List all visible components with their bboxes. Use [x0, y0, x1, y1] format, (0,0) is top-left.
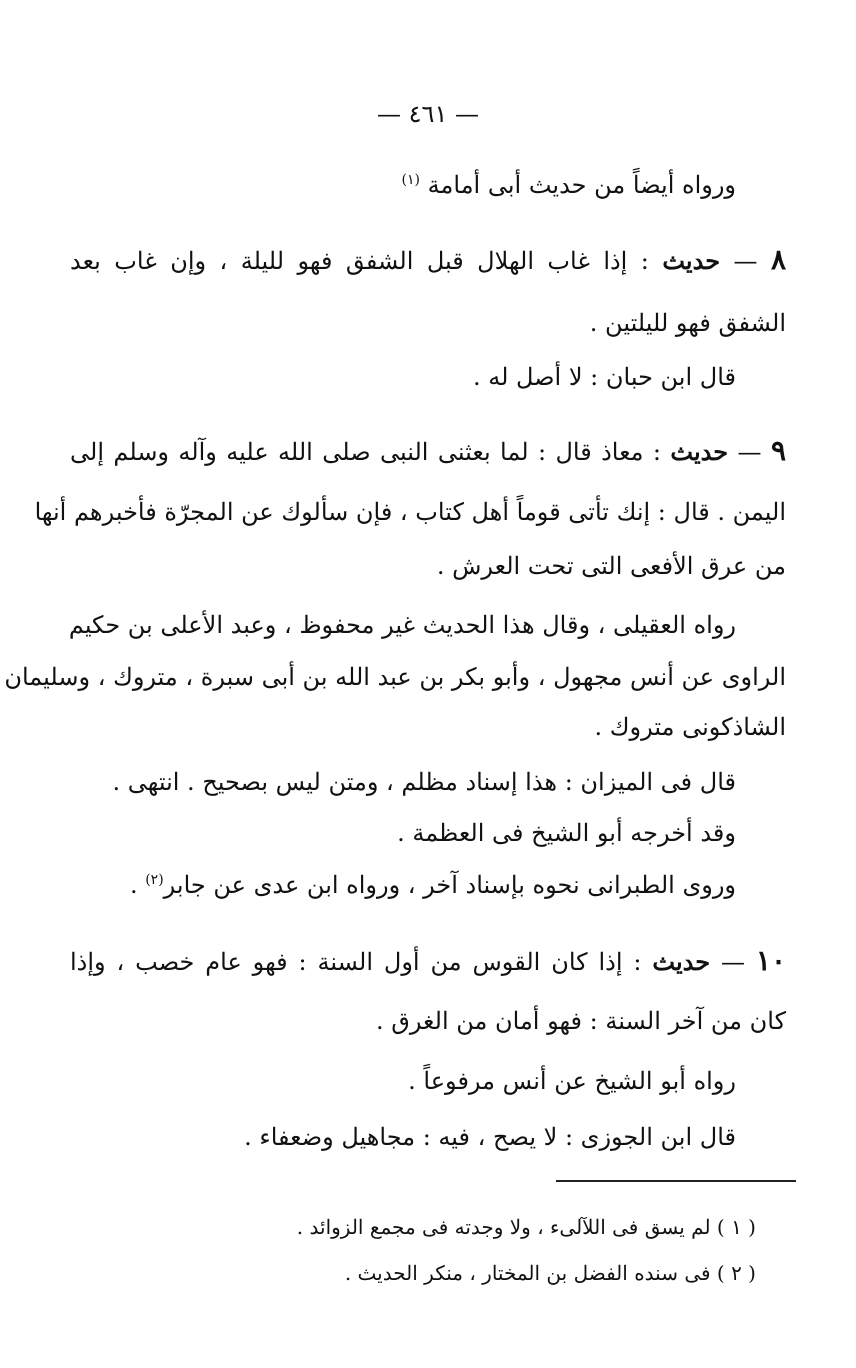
hadith-9-ruling-1: رواه العقيلى ، وقال هذا الحديث غير محفوظ ، وعبد الأعلى بن حكيم [68, 611, 736, 639]
text-segment: وروى الطبرانى نحوه بإسناد آخر ، ورواه ابن عدى عن جابر [163, 871, 736, 899]
footnote-2: ( ٢ ) فى سنده الفضل بن المختار ، منكر الحديث . [344, 1261, 756, 1285]
text-line-1 [70, 168, 736, 202]
hadith-number: ١٠ [755, 944, 786, 977]
footnote-ref-1: (١) [401, 172, 421, 188]
hadith-number: ٨ [770, 243, 786, 276]
page-number: — ٤٦١ — [377, 100, 479, 128]
footnote-separator [556, 1180, 796, 1182]
hadith-9-mizan: قال فى الميزان : هذا إسناد مظلم ، ومتن ليس بصحيح . انتهى . [112, 768, 736, 796]
hadith-text: : إذا غاب الهلال قبل الشفق فهو لليلة ، وإن غاب بعد [70, 247, 649, 275]
hadith-text: : إذا كان القوس من أول السنة : فهو عام خصب ، وإذا [70, 948, 642, 976]
hadith-9-ruling-3: الشاذكونى متروك . [594, 713, 786, 741]
hadith-9-tabarani [70, 868, 736, 902]
hadith-lead: حديث [662, 246, 721, 275]
text-segment: . [129, 871, 146, 899]
text-segment: ورواه أيضاً من حديث أبى أمامة [427, 171, 736, 199]
hadith-10-line-1 [70, 944, 786, 979]
hadith-9-abu-shaykh: وقد أخرجه أبو الشيخ فى العظمة . [397, 819, 736, 847]
hadith-10-ibn-jawzi: قال ابن الجوزى : لا يصح ، فيه : مجاهيل وضعفاء . [244, 1123, 736, 1151]
footnote-ref-2: (٢) [145, 872, 164, 888]
hadith-9-line-2: اليمن . قال : إنك تأتى قوماً أهل كتاب ، فإن سألوك عن المجرّة فأخبرهم أنها [34, 498, 786, 526]
dash: — [737, 438, 762, 466]
hadith-9-ruling-2: الراوى عن أنس مجهول ، وأبو بكر بن عبد الله بن أبى سبرة ، متروك ، وسليمان [4, 663, 786, 691]
hadith-lead: حديث [670, 437, 729, 466]
hadith-10-line-2: كان من آخر السنة : فهو أمان من الغرق . [375, 1007, 786, 1035]
dash: — [733, 247, 758, 275]
hadith-9-line-3: من عرق الأفعى التى تحت العرش . [436, 552, 786, 580]
hadith-10-narration: رواه أبو الشيخ عن أنس مرفوعاً . [408, 1067, 736, 1095]
hadith-text: : معاذ قال : لما بعثنى النبى صلى الله عليه وآله وسلم إلى [70, 438, 661, 466]
dash: — [721, 948, 745, 976]
footnote-1: ( ١ ) لم يسق فى اللآلىء ، ولا وجدته فى مجمع الزوائد . [296, 1215, 756, 1239]
hadith-9-line-1 [70, 434, 786, 469]
hadith-8-line-1 [70, 243, 786, 278]
hadith-8-note: قال ابن حبان : لا أصل له . [472, 363, 736, 391]
hadith-lead: حديث [652, 947, 711, 976]
hadith-8-line-2: الشفق فهو لليلتين . [589, 309, 786, 337]
hadith-number: ٩ [770, 434, 786, 467]
